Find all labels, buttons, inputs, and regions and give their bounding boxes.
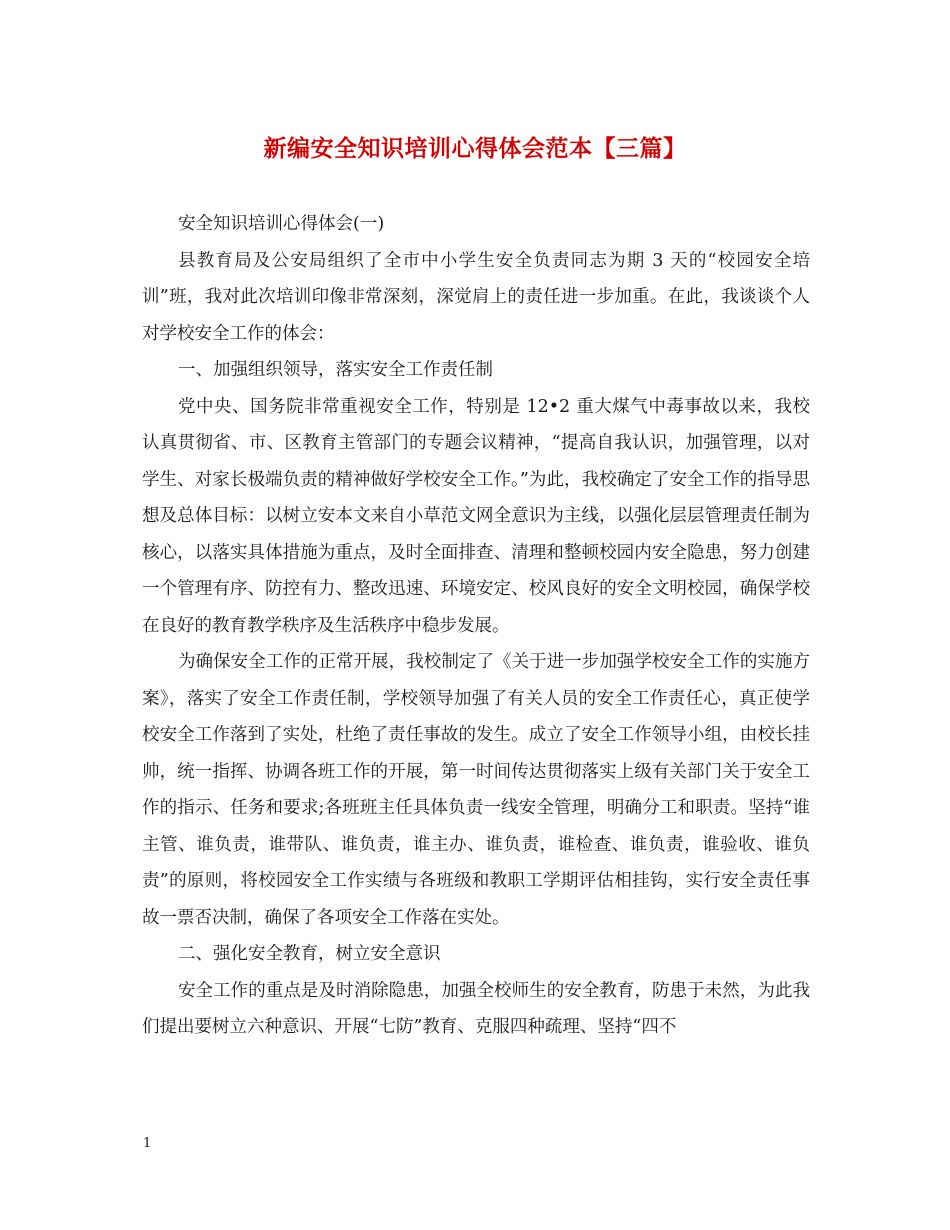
body-paragraph: 党中央、国务院非常重视安全工作，特别是 12•2 重大煤气中毒事故以来，我校认真贯彻省、市、区教育主管部门的专题会议精神，“提高自我认识，加强管理，以对学生、对家长极端负责的精神做好学校安全工作。”为此，我校确定了安全工作的指导思想及总体目标：以树立安本文来自小草范文网全意识为主线，以强化层层管理责任制为核心，以落实具体措施为重点，及时全面排查、清理和整顿校园内安全隐患，努力创建一个管理有序、防控有力、整改迅速、环境安定、校风良好的安全文明校园，确保学校在良好的教育教学秩序及生活秩序中稳步发展。 — [142, 396, 810, 636]
body-paragraph: 安全工作的重点是及时消除隐患，加强全校师生的安全教育，防患于未然，为此我们提出要树立六种意识、开展“七防”教育、克服四种疏理、坚持“四不 — [142, 980, 810, 1037]
page-number: 1 — [143, 1136, 152, 1151]
section-heading-part-one: 安全知识培训心得体会(一) — [178, 214, 385, 234]
body-paragraph: 为确保安全工作的正常开展，我校制定了《关于进一步加强学校安全工作的实施方案》，落实了安全工作责任制，学校领导加强了有关人员的安全工作责任心，真正使学校安全工作落到了实处，杜绝了责任事故的发生。成立了安全工作领导小组，由校长挂帅，统一指挥、协调各班工作的开展，第一时间传达贯彻落实上级有关部门关于安全工作的指示、任务和要求;各班班主任具体负责一线安全管理，明确分工和职责。坚持“谁主管、谁负责，谁带队、谁负责，谁主办、谁负责，谁检查、谁负责，谁验收、谁负责”的原则，将校园安全工作实绩与各班级和教职工学期评估相挂钩，实行安全责任事故一票否决制，确保了各项安全工作落在实处。 — [142, 652, 810, 928]
document-title: 新编安全知识培训心得体会范本【三篇】 — [263, 135, 687, 162]
section-heading-two: 二、强化安全教育，树立安全意识 — [178, 944, 441, 964]
intro-paragraph: 县教育局及公安局组织了全市中小学生安全负责同志为期 3 天的“校园安全培训”班，我对此次培训印像非常深刻，深觉肩上的责任进一步加重。在此，我谈谈个人对学校安全工作的体会： — [142, 250, 810, 344]
section-heading-one: 一、加强组织领导，落实安全工作责任制 — [178, 360, 493, 380]
document-body — [142, 206, 810, 1046]
